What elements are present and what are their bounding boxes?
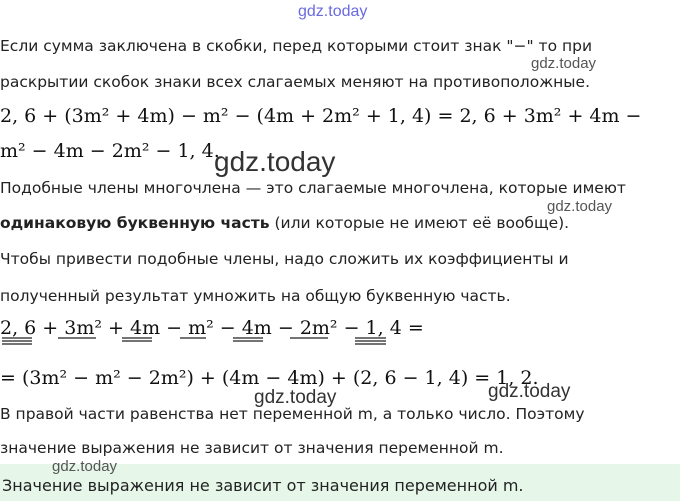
watermark-top: gdz.today: [298, 3, 368, 20]
watermark: gdz.today: [488, 381, 571, 402]
equation2-line1: 2, 6 + 3m² + 4m − m² − 4m − 2m² − 1, 4 =: [0, 317, 424, 339]
watermark-large: gdz.today: [214, 146, 336, 177]
paragraph2-line2: полученный результат умножить на общую буквенную часть.: [0, 287, 511, 305]
watermark: gdz.today: [52, 458, 118, 475]
paragraph1-line2: раскрытии скобок знаки всех слагаемых меняют на противоположные.: [0, 73, 590, 91]
definition-rest: (или которые не имеют её вообще).: [269, 214, 570, 232]
equation1-line2: m² − 4m − 2m² − 1, 4.: [0, 140, 220, 162]
answer-text: Значение выражения не зависит от значения переменной m.: [2, 476, 524, 495]
watermark: gdz.today: [254, 387, 337, 408]
watermark: gdz.today: [531, 55, 597, 72]
paragraph1-line1: Если сумма заключена в скобки, перед которыми стоит знак "−" то при: [0, 37, 593, 55]
equation1-line1: 2, 6 + (3m² + 4m) − m² − (4m + 2m² + 1, 4) = 2, 6 + 3m² + 4m −: [0, 105, 642, 127]
conclusion-line1: В правой части равенства нет переменной m, а только число. Поэтому: [0, 405, 585, 423]
watermark: gdz.today: [547, 198, 613, 215]
definition-bold: одинаковую буквенную часть: [0, 214, 270, 232]
definition-line1: Подобные члены многочлена — это слагаемые многочлена, которые имеют: [0, 179, 626, 197]
equation2-line2: = (3m² − m² − 2m²) + (4m − 4m) + (2, 6 − 1, 4) = 1, 2.: [0, 367, 539, 389]
conclusion-line2: значение выражения не зависит от значения переменной m.: [0, 439, 504, 457]
paragraph2-line1: Чтобы привести подобные члены, надо сложить их коэффициенты и: [0, 250, 569, 268]
